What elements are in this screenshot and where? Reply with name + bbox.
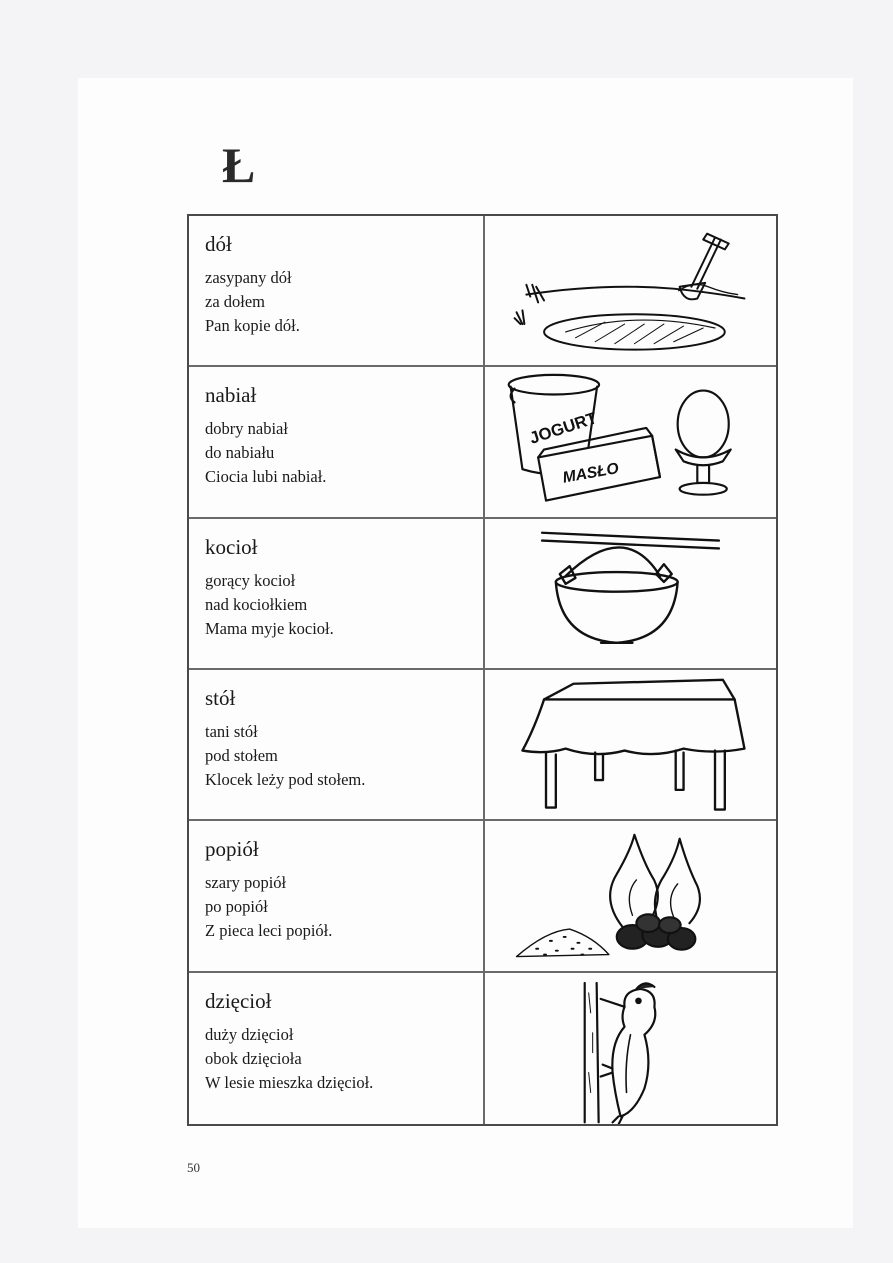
text-cell-stol	[189, 670, 485, 821]
picture-cell-kociol	[485, 519, 776, 670]
text-cell-nabial	[189, 367, 485, 518]
phrase-line: dobry nabiał	[205, 419, 288, 439]
sentence-line: Z pieca leci popiół.	[205, 921, 333, 941]
text-cell-dol	[189, 216, 485, 367]
word-title: dół	[205, 232, 232, 256]
phrase-line: zasypany dół	[205, 268, 292, 287]
phrase-line: szary popiół	[205, 873, 287, 893]
butter-label: MASŁO	[561, 460, 621, 487]
word-title: popiół	[205, 837, 259, 862]
sentence-line: Mama myje kocioł.	[205, 618, 334, 638]
phrase-line: po popiół	[205, 897, 268, 917]
woodpecker-illustration	[485, 973, 776, 1124]
page-number: 50	[187, 1160, 200, 1175]
phrase-line: za dołem	[205, 292, 266, 311]
word-title: kocioł	[205, 534, 258, 559]
picture-cell-stol	[485, 670, 776, 821]
sentence-line: W lesie mieszka dzięcioł.	[205, 1072, 374, 1092]
text-cell-dzieciol	[189, 973, 485, 1124]
text-cell-kociol	[189, 519, 485, 670]
phrase-line: pod stołem	[205, 745, 278, 765]
cauldron-illustration	[485, 519, 776, 668]
phrase-line: gorący kocioł	[205, 570, 296, 590]
vocabulary-table	[187, 214, 778, 1126]
section-letter-heading: Ł	[222, 137, 256, 193]
picture-cell-nabial	[485, 367, 776, 518]
table-illustration	[485, 670, 776, 819]
phrase-line: tani stół	[205, 721, 258, 741]
word-title: dzięcioł	[205, 988, 272, 1013]
word-title: stół	[205, 685, 236, 710]
fire-and-ash-illustration	[485, 821, 776, 970]
text-cell-popiol	[189, 821, 485, 972]
phrase-line: nad kociołkiem	[205, 594, 308, 614]
sentence-line: Pan kopie dół.	[205, 316, 300, 335]
sentence-line: Ciocia lubi nabiał.	[205, 467, 327, 487]
hole-with-shovel-illustration	[485, 216, 776, 365]
dairy-illustration	[485, 367, 776, 516]
phrase-line: do nabiału	[205, 443, 275, 463]
word-title: nabiał	[205, 383, 257, 408]
picture-cell-dol	[485, 216, 776, 367]
phrase-line: obok dzięcioła	[205, 1048, 302, 1068]
picture-cell-dzieciol	[485, 973, 776, 1124]
picture-cell-popiol	[485, 821, 776, 972]
sentence-line: Klocek leży pod stołem.	[205, 769, 366, 789]
phrase-line: duży dzięcioł	[205, 1024, 294, 1044]
yogurt-label: JOGURT	[527, 408, 600, 449]
